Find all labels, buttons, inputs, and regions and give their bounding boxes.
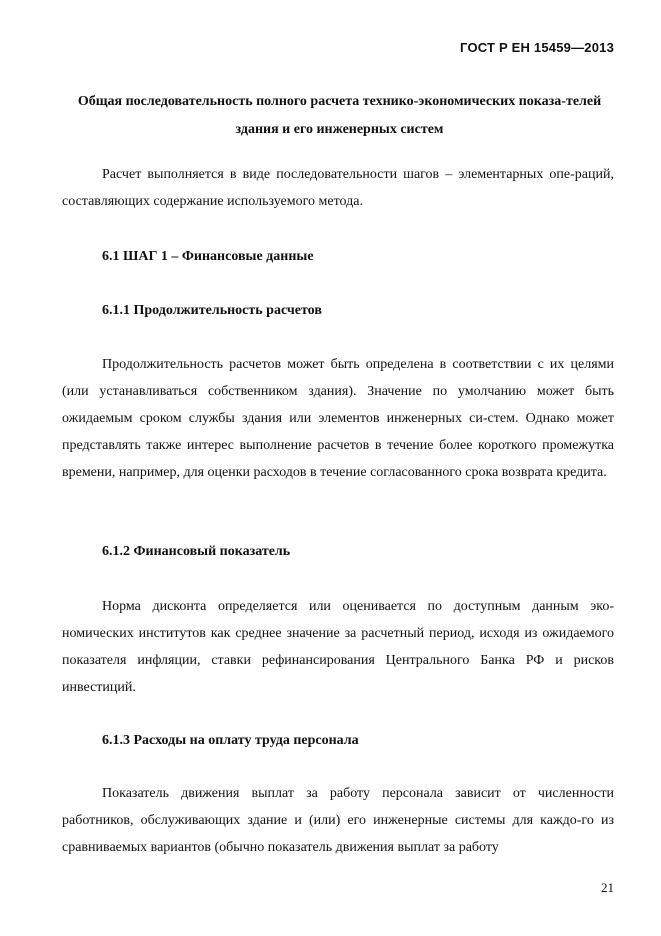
page-number: 21 [601, 880, 614, 895]
step1-heading: 6.1 ШАГ 1 – Финансовые данные [102, 249, 314, 264]
intro-paragraph: Расчет выполняется в виде последовательности шагов – элементарных опе-раций, составляющих содержание используемого метода. [62, 167, 614, 209]
subsection-6-1-3-heading: 6.1.3 Расходы на оплату труда персонала [102, 733, 359, 748]
subsection-6-1-3-paragraph: Показатель движения выплат за работу персонала зависит от численности работников, обслуживающих здание и (или) его инженерные системы для каждо-го из сравниваемых вариантов (обычно показатель движения выплат за работу [62, 786, 614, 855]
section-title: Общая последовательность полного расчета технико-экономических показа-телей здания и его инженерных систем [77, 94, 602, 137]
subsection-6-1-2-heading: 6.1.2 Финансовый показатель [102, 544, 291, 559]
subsection-6-1-1-paragraph: Продолжительность расчетов может быть определена в соответствии с их целями (или устанавливаться собственником здания). Значение по умолчанию может быть ожидаемым сроком службы здания или элементов инженерных си-стем. Однако может представлять также интерес выполнение расчетов в течение более короткого промежутка времени, например, для оценки расходов в течение согласованного срока возврата кредита. [62, 357, 614, 480]
subsection-6-1-1-heading: 6.1.1 Продолжительность расчетов [102, 303, 322, 318]
subsection-6-1-2-paragraph: Норма дисконта определяется или оценивается по доступным данным эко-номических институтов как среднее значение за расчетный период, исходя из ожидаемого показателя инфляции, ставки рефинансирования Центрального Банка РФ и рисков инвестиций. [62, 599, 614, 695]
document-code: ГОСТ Р ЕН 15459—2013 [460, 40, 614, 55]
